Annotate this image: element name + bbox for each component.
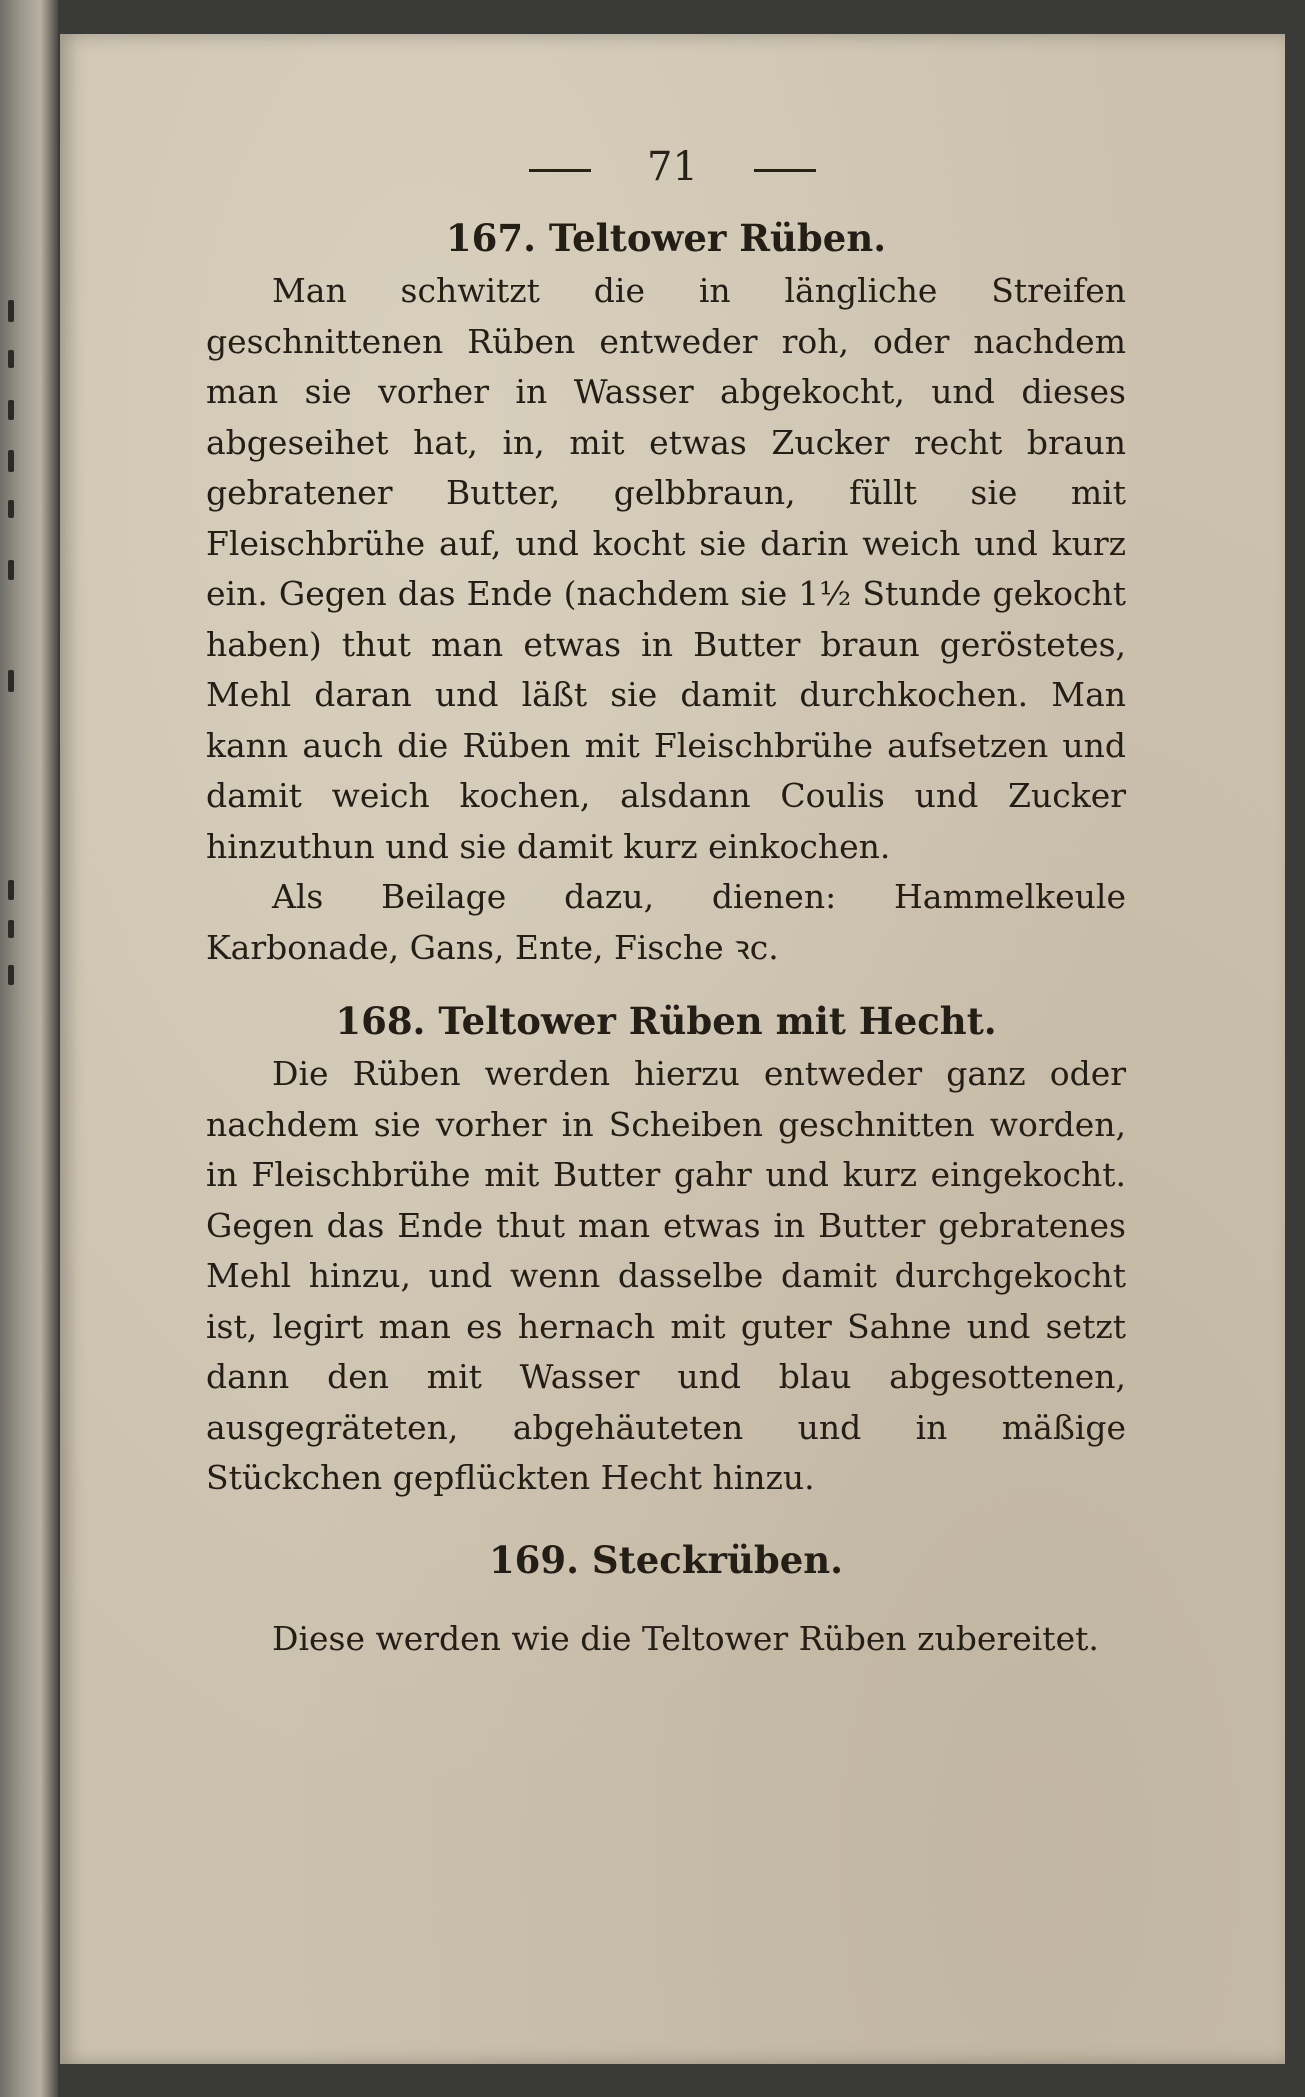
adjacent-page-edge	[0, 0, 58, 2097]
recipe-167-paragraph-1: Man schwitzt die in längliche Streifen geschnittenen Rüben entweder roh, oder nachdem man sie vorher in Wasser abgekocht, und dieses abgeseihet hat, in, mit etwas Zucker recht braun gebratener Butter, gelbbraun, füllt sie mit Fleischbrühe auf, und kocht sie darin weich und kurz ein. Gegen das Ende (nachdem sie 1½ Stunde gekocht haben) thut man etwas in Butter braun geröstetes, Mehl daran und läßt sie damit durchkochen. Man kann auch die Rüben mit Fleischbrühe aufsetzen und damit weich kochen, alsdann Coulis und Zucker hinzuthun und sie damit kurz einkochen.	[206, 271, 1126, 866]
recipe-169-paragraph-1: Diese werden wie die Teltower Rüben zubereitet.	[272, 1618, 1099, 1658]
recipe-heading-168: 168. Teltower Rüben mit Hecht.	[335, 999, 997, 1043]
page-number: 71	[647, 144, 698, 190]
page-header	[60, 144, 1285, 190]
page-content	[206, 210, 1126, 1664]
book-page	[60, 34, 1285, 2064]
recipe-heading-169: 169. Steckrüben.	[488, 1537, 844, 1582]
recipe-heading-167: 167. Teltower Rüben.	[445, 216, 887, 260]
recipe-167-paragraph-2: Als Beilage dazu, dienen: Hammelkeule Karbonade, Gans, Ente, Fische ꝛc.	[206, 877, 1126, 967]
header-dash-right	[754, 169, 816, 172]
recipe-168-paragraph-1: Die Rüben werden hierzu entweder ganz oder nachdem sie vorher in Scheiben geschnitten worden, in Fleischbrühe mit Butter gahr und kurz eingekocht. Gegen das Ende thut man etwas in Butter gebratenes Mehl hinzu, und wenn dasselbe damit durchgekocht ist, legirt man es hernach mit guter Sahne und setzt dann den mit Wasser und blau abgesottenen, ausgegräteten, abgehäuteten und in mäßige Stückchen gepflückten Hecht hinzu.	[206, 1054, 1126, 1497]
header-dash-left	[529, 169, 591, 172]
